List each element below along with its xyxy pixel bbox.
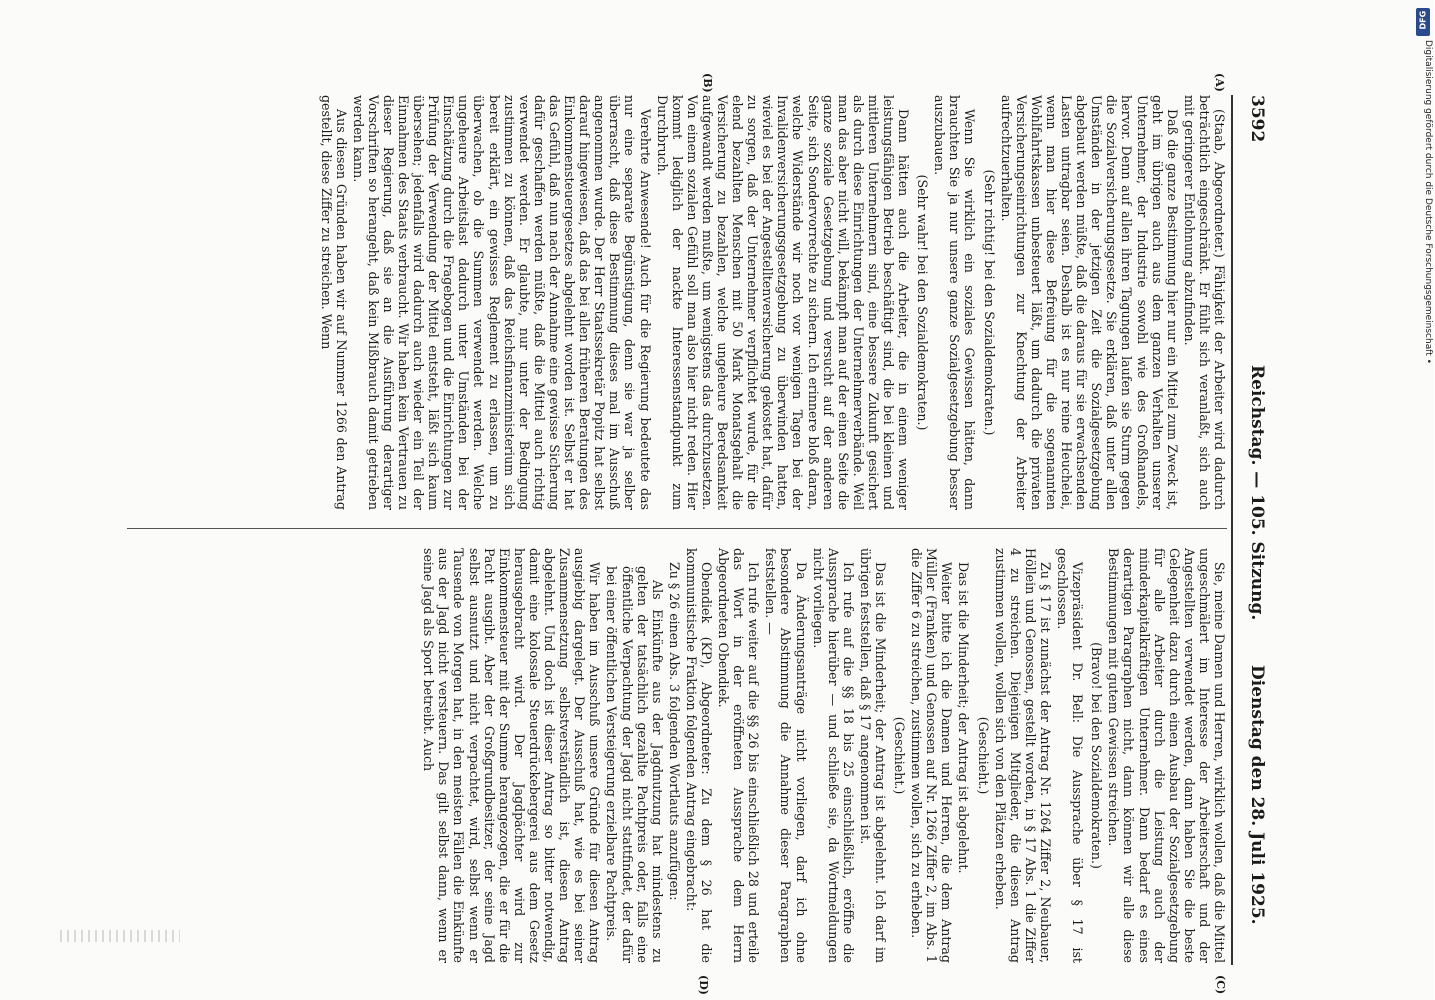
- margin-mark-a: (A): [1213, 73, 1226, 92]
- paragraph: Das ist die Minderheit; der Antrag ist abgelehnt.: [956, 562, 972, 874]
- paragraph: Zu § 26 einen Abs. 3 folgenden Wortlauts anzufügen:: [666, 562, 682, 901]
- paragraph: Wir haben im Ausschuß unsere Gründe für diesen Antrag ausgiebig dargelegt. Der Ausschuß hat, wie es bei seiner Zusammensetzung selbstverständlich ist, diesen Antrag abgelehnt. Und doch ist dieser Antrag so bitter notwendig, damit eine kolossale Steuerdrückebergerei aus dem Gesetz herausgebracht wird. Der Jagdpächter wird zur Einkommensteuer mit der Summe herangezogen, die er für die Pacht ausgibt. Aber der Großgrundbesitzer, der seine Jagd selbst ausnutzt und nicht verpachtet, wird, selbst wenn er Tausende von Morgen hat, in den meisten Fällen die Einkünfte aus der Jagd nicht versteuern. Das gilt selbst dann, wenn er seine Jagd als Sport betreibt. Auch: [421, 548, 603, 963]
- paragraph: Aus diesen Gründen haben wir auf Nummer 1266 den Antrag gestellt, diese Ziffer zu streichen. Wenn: [318, 95, 349, 510]
- dfg-logo: DFG: [1416, 8, 1430, 36]
- paragraph: Sie, meine Damen und Herren, wirklich wollen, daß die Mittel ungeschmälert im Interesse der Arbeiterschaft und der Angestellten verwendet werden, dann haben Sie die beste Gelegenheit dazu durch einen Ausbau der Sozialgesetzgebung für alle Arbeiter durch die Leistung auch der minderkapitalkräftigen Unternehmer. Dann bedarf es eines derartigen Paragraphen nicht, dann können wir alle diese Bestimmungen mit gutem Gewissen streichen.: [1106, 548, 1227, 963]
- paragraph: Vizepräsident Dr. Bell: Die Aussprache über § 17 ist geschlossen.: [1055, 548, 1086, 963]
- interjection: (Sehr richtig! bei den Sozialdemokraten.): [981, 169, 997, 436]
- paragraph: Weiter bitte ich die Damen und Herren, die dem Antrag Müller (Franken) und Genossen auf Nr. 1266 Ziffer 2, im Abs. 1 die Ziffer 6 zu streichen, zustimmen wollen, sich zu erheben.: [909, 548, 955, 963]
- left-text-column: [127, 73, 1227, 510]
- session-title: Reichstag. — 105. Sitzung.: [1247, 365, 1267, 621]
- right-text-column: [127, 548, 1227, 963]
- paragraph: Wenn Sie wirklich ein soziales Gewissen hätten, dann brauchten Sie ja nur unsere ganze Sozialgesetzgebung besser auszubauen.: [932, 95, 978, 510]
- paragraph: Verehrte Anwesende! Auch für die Regierung bedeutete das nur eine separate Begünstigung, denn sie war ja selber überrascht, daß diese Bestimmung dieses mal im Ausschuß angenommen wurde. Der Herr Staatssekretär Popitz hat selbst darauf hingewiesen, daß das bei allen früheren Beratungen des Einkommensteuergesetzes abgelehnt worden ist. Selbst er hat das Gefühl, daß nun nach der Annahme eine gewisse Sicherung dafür geschaffen werden müßte, daß die Mittel auch richtig verwendet werden. Er glaubte, nur unter der Bedingung zustimmen zu können, daß das Reichsfinanzministerium sich bereit erklärt, ein gewisses Reglement zu erlassen, um zu überwachen, ob die Summen verwendet werden. Welche ungeheure Arbeitslast dadurch unter Umständen bei der Einschätzung durch die Fragebogen und die Einrichtungen zur Prüfung der Verwendung der Mittel entsteht, läßt sich kaum übersehen; jedenfalls wird dadurch auch wieder ein Teil der Einnahmen des Staats verbraucht. Wir haben kein Vertrauen zu dieser Regierung, daß sie an die Ausführung derartiger Vorschriften so herangeht, daß kein Mißbrauch damit getrieben werden kann.: [350, 95, 653, 510]
- paragraph: Das ist die Minderheit; der Antrag ist abgelehnt. Ich darf im übrigen feststellen, daß § 17 angenommen ist.: [857, 548, 889, 963]
- rotated-document-page: [115, 0, 1315, 1000]
- session-date: Dienstag den 28. Juli 1925.: [1247, 665, 1267, 925]
- paragraph: Dann hätten auch die Arbeiter, die in einem weniger leistungsfähigen Betrieb beschäftigt sind, die bei kleinen und mittleren Unternehmern sind, eine bessere Zukunft gesichert als durch diese Einrichtungen der Unternehmerverbände. Weil man das aber nicht will, bekämpft man auf der einen Seite die ganze soziale Gesetzgebung und versucht auf der anderen Seite, sich Sondervorrechte zu sichern. Ich erinnere bloß daran, welche Widerstände wir noch vor wenigen Tagen bei der Invalidenversicherungsgesetzgebung zu überwinden hatten, wieviel es bei der Angestelltenversicherung gekostet hat, dafür zu sorgen, daß der Unternehmer verpflichtet wurde, für die elend bezahlten Menschen mit 50 Mark Monatsgehalt die Versicherung zu bezahlen, welche ungeheure Beredsamkeit aufgewandt werden mußte, um wenigstens das durchzusetzen. Von einem sozialen Gefühl soll man also hier nicht reden. Hier kommt lediglich der nackte Interessenstandpunkt zum Durchbruch.: [654, 95, 912, 510]
- margin-mark-c: (C): [1214, 975, 1227, 995]
- page-header: [1235, 95, 1275, 965]
- paragraph: Daß die ganze Bestimmung hier nur ein Mittel zum Zweck ist, geht im übrigen auch aus dem ganzen Verhalten unserer Unternehmer, der Industrie sowohl wie des Großhandels, hervor. Denn auf allen ihren Tagungen laufen sie Sturm gegen die Sozialversicherungsgesetze. Sie erklären, daß unter allen Umständen in der jetzigen Zeit die Sozialgesetzgebung abgebaut werden müßte, daß die daraus für sie erwachsenden Lasten untragbar seien. Deshalb ist es nur reine Heuchelei, wenn man hier diese Befreiung für die sogenannten Wohlfahrtskassen unbesteuert läßt, um dadurch die privaten Versicherungseinrichtungen zur Knechtung der Arbeiter aufrechtzuerhalten.: [998, 95, 1180, 510]
- page-number: 3592: [1247, 95, 1267, 143]
- paragraph: Obendiek (KP), Abgeordneter: Zu dem § 26 hat die kommunistische Fraktion folgenden Antrag eingebracht:: [683, 548, 714, 963]
- interjection: (Geschieht.): [892, 716, 908, 795]
- interjection: (Bravo! bei den Sozialdemokraten.): [1089, 642, 1105, 869]
- quoted-motion: Als Einkünfte aus der Jagdnutzung hat mindestens zu gelten der tatsächlich gezahlte Pachtpreis oder, falls eine öffentliche Verpachtung der Jagd nicht stattfindet, der dafür bei einer öffentlichen Versteigerung erzielbare Pachtpreis.: [604, 566, 665, 963]
- paragraph: (Staab, Abgeordneter.) Fähigkeit der Arbeiter wird dadurch beträchtlich eingeschränkt. Er fühlt sich veranlaßt, sich auch mit geringerer Entlohnung abzufinden.: [1181, 95, 1227, 510]
- header-rule: [1231, 95, 1233, 965]
- column-divider: [127, 528, 1227, 529]
- paragraph: Zu § 17 ist zunächst der Antrag Nr. 1264 Ziffer 2, Neubauer, Höllein und Genossen, gestellt worden, in § 17 Abs. 1 die Ziffer 4 zu streichen. Diejenigen Mitglieder, die diesen Antrag zustimmen wollen, wollen sich von den Plätzen erheben.: [992, 548, 1053, 963]
- interjection: (Sehr wahr! bei den Sozialdemokraten.): [915, 174, 931, 431]
- interjection: (Geschieht.): [975, 716, 991, 795]
- margin-mark-b: (B): [701, 73, 714, 93]
- paragraph: Da Änderungsanträge nicht vorliegen, darf ich ohne besondere Abstimmung die Annahme dieser Paragraphen feststellen. —: [763, 548, 809, 963]
- digitization-credit: Digitalisierung gefördert durch die Deutsche Forschungsgemeinschaft •: [1423, 40, 1433, 364]
- paragraph: Ich rufe weiter auf die §§ 26 bis einschließlich 28 und erteile das Wort in der eröffneten Aussprache dem Herrn Abgeordneten Obendiek.: [716, 548, 762, 963]
- paragraph: Ich rufe auf die §§ 18 bis 25 einschließlich, eröffne die Aussprache hierüber — und schließe sie, da Wortmeldungen nicht vorliegen.: [810, 548, 856, 963]
- margin-mark-d: (D): [697, 975, 710, 995]
